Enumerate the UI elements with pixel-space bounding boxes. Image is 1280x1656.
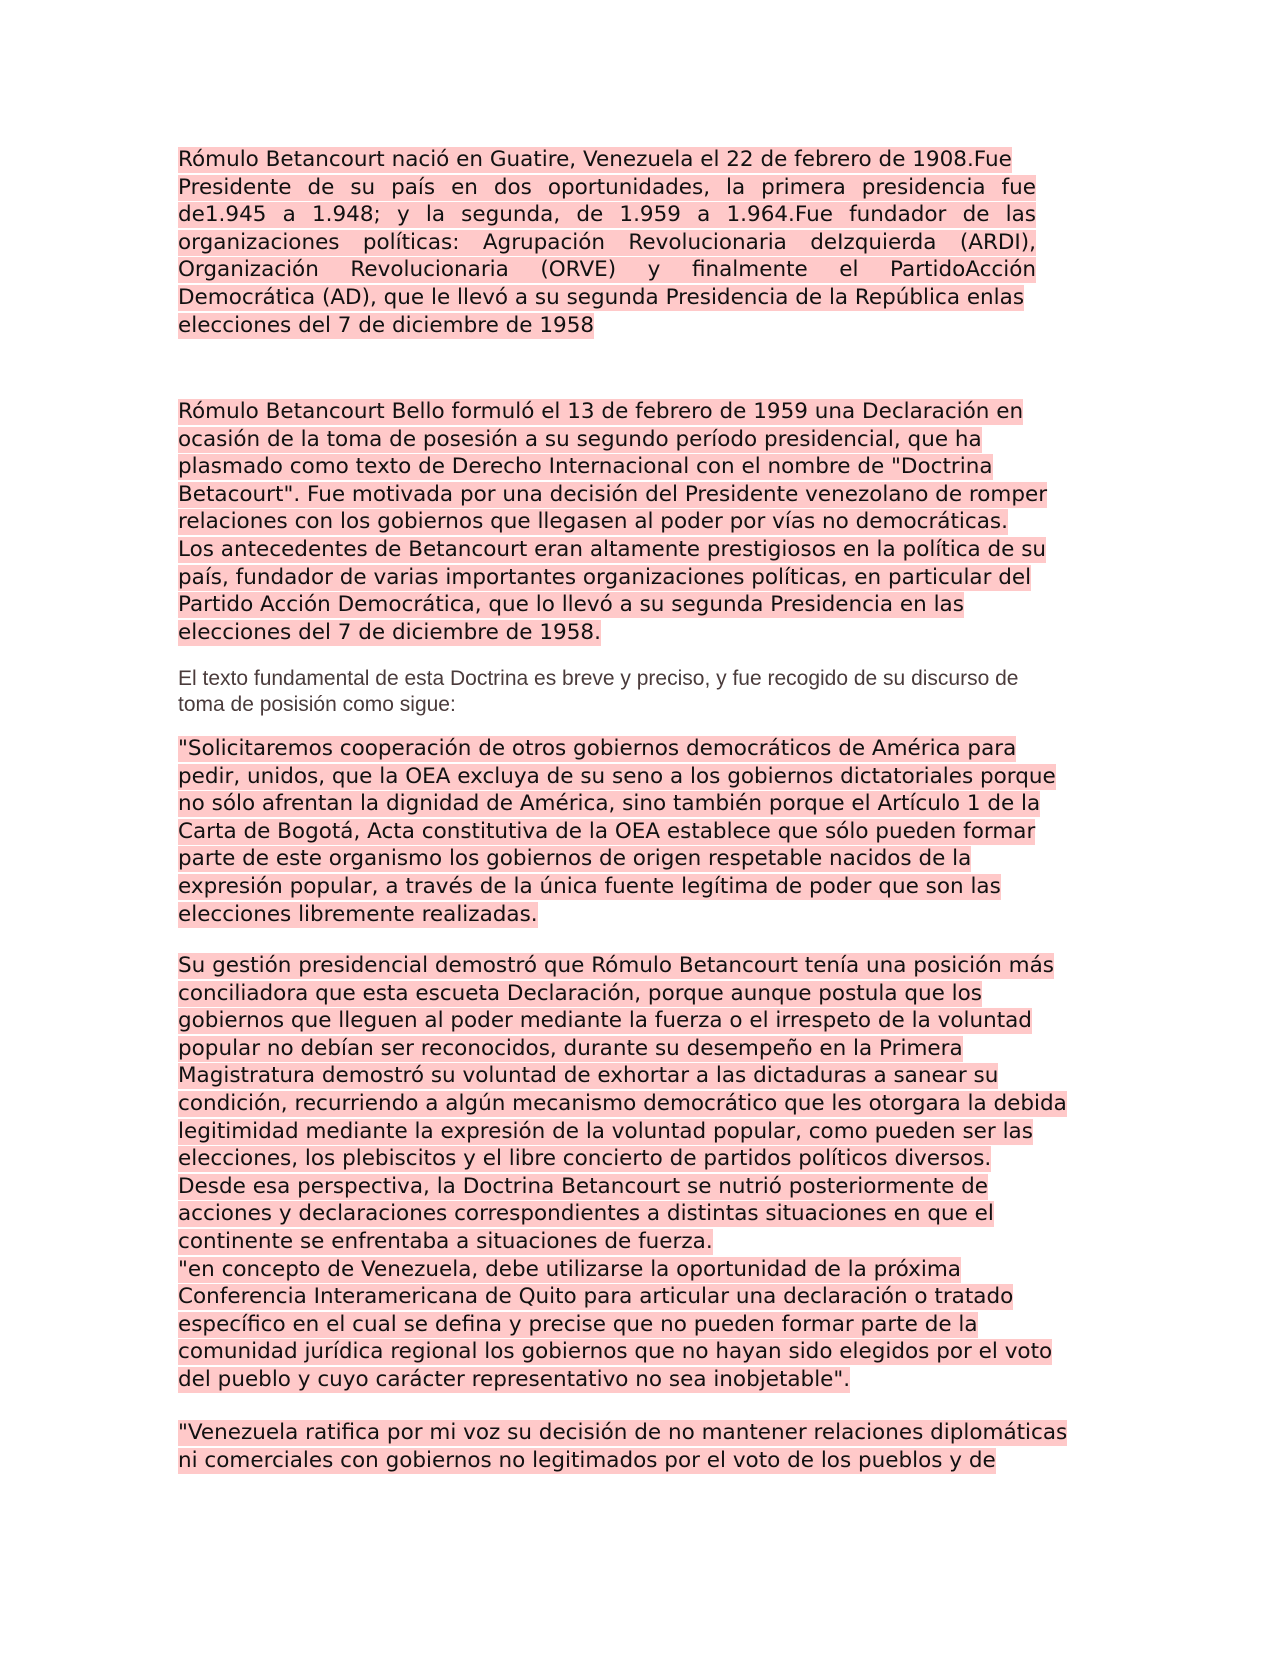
- text-line: expresión popular, a través de la única fuente legítima de poder que son las: [178, 873, 1001, 899]
- text-line: ni comerciales con gobiernos no legitimados por el voto de los pueblos y de: [178, 1447, 996, 1473]
- text-line: comunidad jurídica regional los gobiernos que no hayan sido elegidos por el voto: [178, 1339, 1053, 1365]
- text-line: elecciones del 7 de diciembre de 1958.: [178, 619, 601, 645]
- text-line: conciliadora que esta escueta Declaración, porque aunque postula que los: [178, 980, 982, 1006]
- text-line: "Solicitaremos cooperación de otros gobiernos democráticos de América para: [178, 736, 1017, 761]
- text-line: El texto fundamental de esta Doctrina es breve y preciso, y fue recogido de su discurso de: [178, 667, 1019, 690]
- text-line: Democrática (AD), que le llevó a su segunda Presidencia de la República enlas: [178, 284, 1025, 310]
- text-line: del pueblo y cuyo carácter representativo no sea inobjetable".: [178, 1366, 851, 1392]
- text-line: elecciones, los plebiscitos y el libre concierto de partidos políticos diversos.: [178, 1146, 992, 1172]
- text-line: relaciones con los gobiernos que llegasen al poder por vías no democráticas.: [178, 509, 1008, 535]
- paragraph-declaration: [178, 398, 1098, 646]
- text-line: Su gestión presidencial demostró que Rómulo Betancourt tenía una posición más: [178, 953, 1054, 978]
- text-line: elecciones libremente realizadas.: [178, 901, 538, 927]
- text-line: Partido Acción Democrática, que lo llevó a su segunda Presidencia en las: [178, 592, 964, 618]
- text-line: pedir, unidos, que la OEA excluya de su seno a los gobiernos dictatoriales porque: [178, 763, 1056, 789]
- text-line: organizaciones políticas: Agrupación Revolucionaria deIzquierda (ARDI),: [178, 229, 1036, 255]
- text-line: toma de posisión como sigue:: [178, 693, 456, 716]
- text-line: parte de este organismo los gobiernos de origen respetable nacidos de la: [178, 846, 972, 872]
- paragraph-ratification: [178, 1419, 1098, 1474]
- paragraph-quote-oea: [178, 735, 1098, 928]
- text-line: Magistratura demostró su voluntad de exhortar a las dictaduras a sanear su: [178, 1063, 999, 1089]
- text-line: Presidente de su país en dos oportunidades, la primera presidencia fue: [178, 174, 1036, 200]
- text-line: Rómulo Betancourt nació en Guatire, Venezuela el 22 de febrero de 1908.Fue: [178, 147, 1012, 172]
- text-line: ocasión de la toma de posesión a su segundo período presidencial, que ha: [178, 426, 982, 452]
- paragraph-biography: [178, 146, 1098, 339]
- text-line: acciones y declaraciones correspondientes a distintas situaciones en que el: [178, 1201, 994, 1227]
- text-line: no sólo afrentan la dignidad de América, sino también porque el Artículo 1 de la: [178, 791, 1041, 817]
- text-line: legitimidad mediante la expresión de la voluntad popular, como pueden ser las: [178, 1118, 1033, 1144]
- text-line: de1.945 a 1.948; y la segunda, de 1.959 a 1.964.Fue fundador de las: [178, 202, 1036, 228]
- text-line: país, fundador de varias importantes organizaciones políticas, en particular del: [178, 564, 1032, 590]
- text-line: Carta de Bogotá, Acta constitutiva de la OEA establece que sólo pueden formar: [178, 818, 1036, 844]
- text-line: continente se enfrentaba a situaciones de fuerza.: [178, 1228, 713, 1254]
- text-line: Betacourt". Fue motivada por una decisión del Presidente venezolano de romper: [178, 481, 1048, 507]
- text-line: Los antecedentes de Betancourt eran altamente prestigiosos en la política de su: [178, 536, 1047, 562]
- text-line: condición, recurriendo a algún mecanismo democrático que les otorgara la debida: [178, 1090, 1067, 1116]
- text-line: elecciones del 7 de diciembre de 1958: [178, 312, 595, 338]
- text-line: Organización Revolucionaria (ORVE) y finalmente el PartidoAcción: [178, 257, 1036, 283]
- text-line: Conferencia Interamericana de Quito para articular una declaración o tratado: [178, 1284, 1014, 1310]
- text-line: Rómulo Betancourt Bello formuló el 13 de febrero de 1959 una Declaración en: [178, 399, 1024, 424]
- paragraph-intro-quote: [178, 666, 1098, 718]
- text-line: plasmado como texto de Derecho Internacional con el nombre de "Doctrina: [178, 454, 993, 480]
- text-line: "en concepto de Venezuela, debe utilizarse la oportunidad de la próxima: [178, 1256, 961, 1282]
- text-line: gobiernos que lleguen al poder mediante la fuerza o el irrespeto de la voluntad: [178, 1008, 1032, 1034]
- text-line: específico en el cual se defina y precise que no pueden formar parte de la: [178, 1311, 978, 1337]
- text-line: popular no debían ser reconocidos, durante su desempeño en la Primera: [178, 1035, 963, 1061]
- text-line: Desde esa perspectiva, la Doctrina Betancourt se nutrió posteriormente de: [178, 1173, 989, 1199]
- text-line: "Venezuela ratifica por mi voz su decisión de no mantener relaciones diplomáticas: [178, 1420, 1068, 1445]
- paragraph-management: [178, 952, 1098, 1394]
